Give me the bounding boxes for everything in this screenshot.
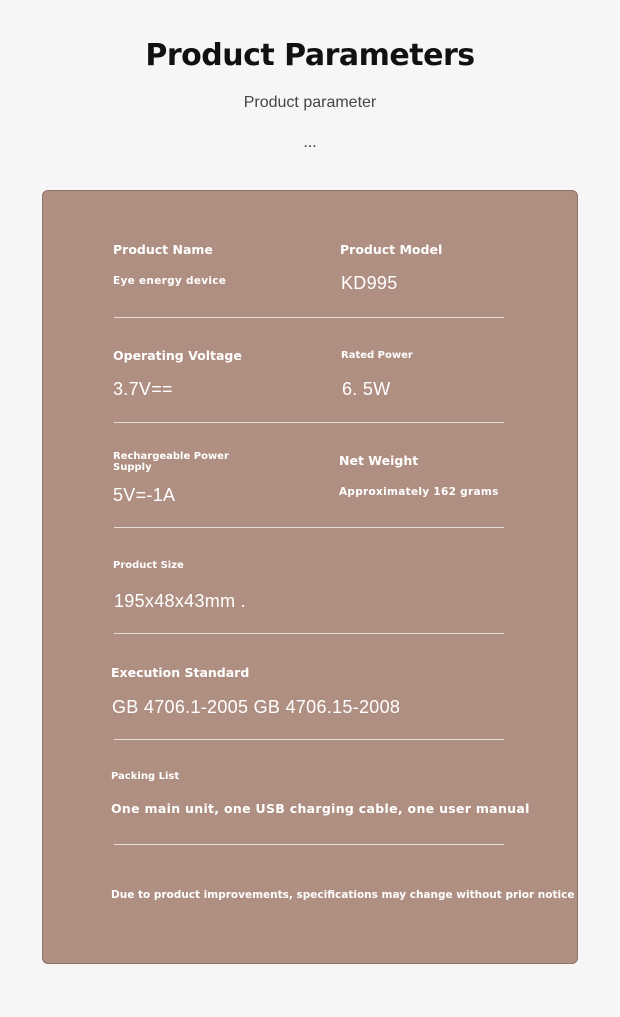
page-subtitle: Product parameter <box>243 94 377 111</box>
packing-list-label: Packing List <box>111 771 180 782</box>
divider <box>114 633 504 634</box>
operating-voltage-value: 3.7V== <box>113 379 173 399</box>
product-model-label: Product Model <box>340 242 443 257</box>
rechargeable-power-supply-label: Rechargeable Power Supply <box>113 451 229 473</box>
divider <box>114 844 504 845</box>
parameters-card <box>42 190 578 964</box>
product-name-value: Eye energy device <box>113 275 227 287</box>
operating-voltage-label: Operating Voltage <box>113 348 242 363</box>
product-model-value: KD995 <box>341 273 398 293</box>
rechargeable-power-supply-value: 5V=-1A <box>113 485 176 505</box>
ellipsis-decoration: ... <box>303 134 317 151</box>
net-weight-value: Approximately 162 grams <box>339 486 499 498</box>
rated-power-label: Rated Power <box>341 350 413 361</box>
specification-notice: Due to product improvements, specifications may change without prior notice <box>111 889 575 901</box>
page-title: Product Parameters <box>145 38 475 73</box>
net-weight-label: Net Weight <box>339 453 419 468</box>
product-size-value: 195x48x43mm . <box>114 591 246 611</box>
divider <box>114 739 504 740</box>
rated-power-value: 6. 5W <box>342 379 391 399</box>
divider <box>114 317 504 318</box>
product-name-label: Product Name <box>113 242 213 257</box>
packing-list-value: One main unit, one USB charging cable, one user manual <box>111 801 530 816</box>
divider <box>114 527 504 528</box>
divider <box>114 422 504 423</box>
product-size-label: Product Size <box>113 560 184 571</box>
execution-standard-value: GB 4706.1-2005 GB 4706.15-2008 <box>112 697 401 717</box>
execution-standard-label: Execution Standard <box>111 665 250 680</box>
